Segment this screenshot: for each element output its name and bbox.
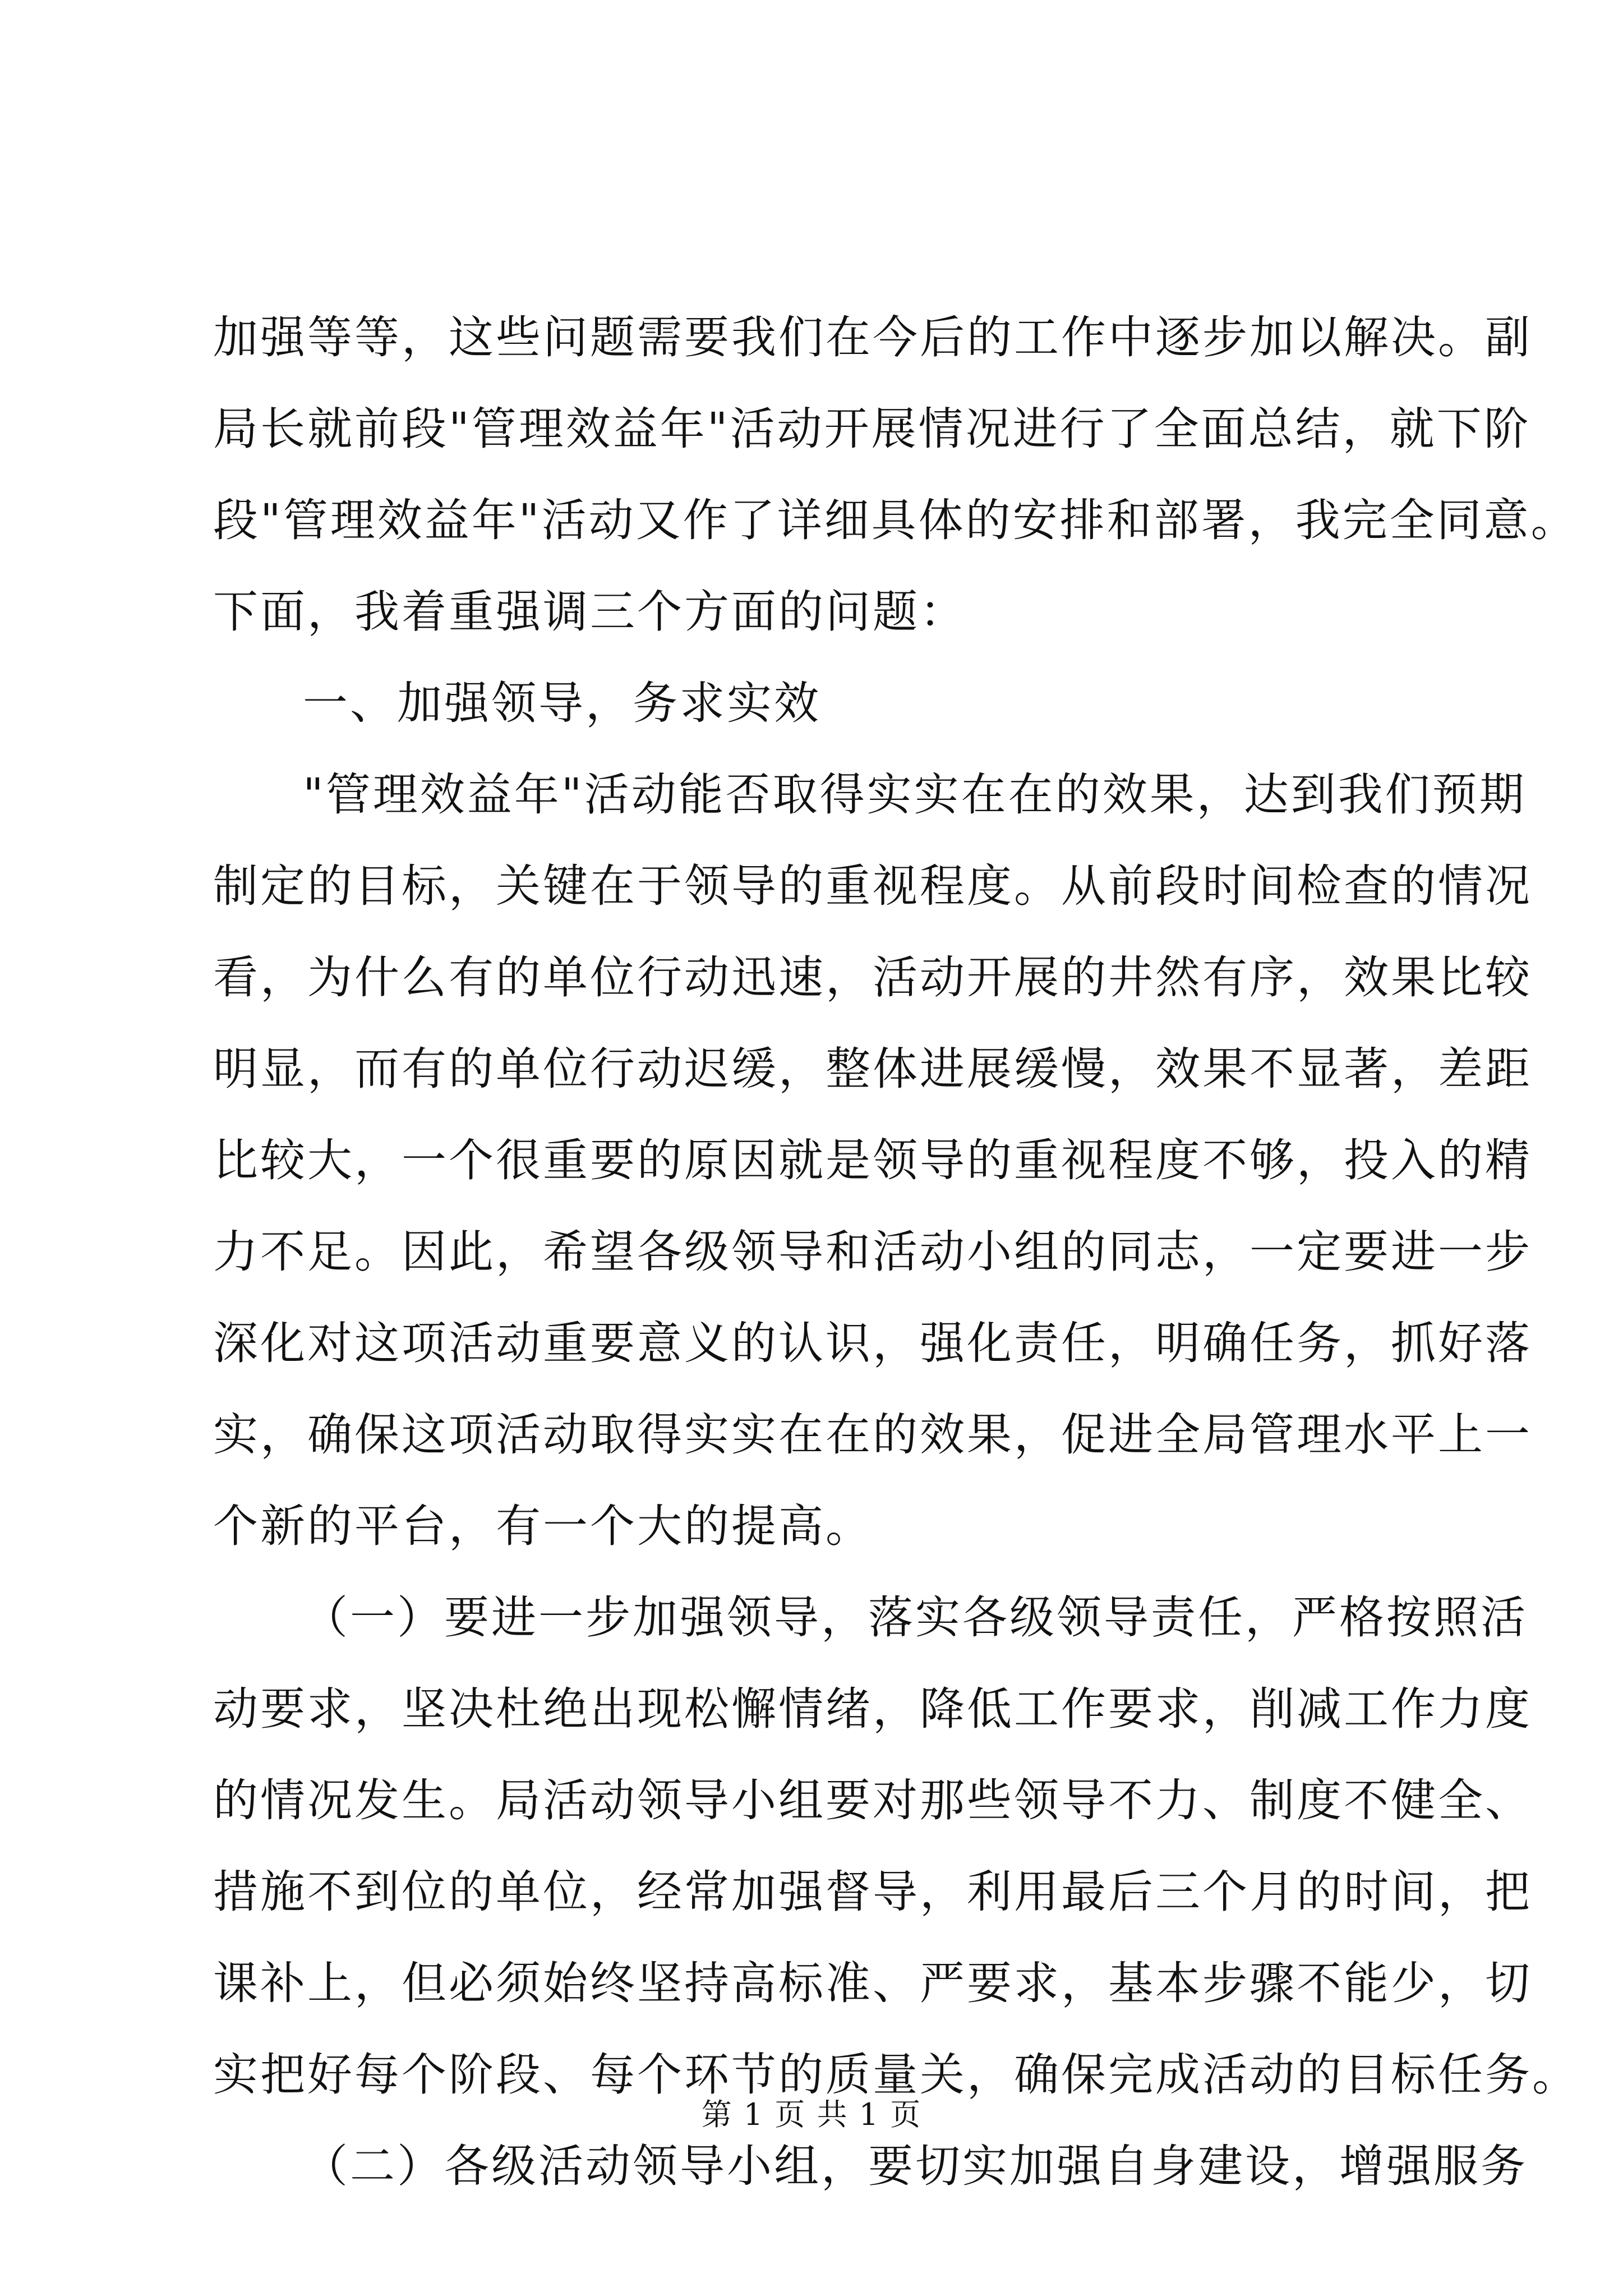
text-line: 制定的目标，关键在于领导的重视程度。从前段时间检查的情况	[213, 860, 1532, 912]
text-line: 局长就前段"管理效益年"活动开展情况进行了全面总结，就下阶	[213, 403, 1531, 455]
text-line: 实把好每个阶段、每个环节的质量关，确保完成活动的目标任务。	[213, 2049, 1579, 2101]
page-number: 第 1 页 共 1 页	[701, 2097, 922, 2132]
text-line: 动要求，坚决杜绝出现松懈情绪，降低工作要求，削减工作力度	[213, 1683, 1532, 1735]
page-footer	[0, 2095, 1623, 2134]
text-line: 深化对这项活动重要意义的认识，强化责任，明确任务，抓好落	[213, 1317, 1532, 1369]
text-line: 的情况发生。局活动领导小组要对那些领导不力、制度不健全、	[213, 1774, 1532, 1826]
text-line: 力不足。因此，希望各级领导和活动小组的同志，一定要进一步	[213, 1226, 1532, 1278]
text-line: 看，为什么有的单位行动迅速，活动开展的井然有序，效果比较	[213, 951, 1532, 1004]
text-line: 比较大，一个很重要的原因就是领导的重视程度不够，投入的精	[213, 1134, 1532, 1186]
text-line: 措施不到位的单位，经常加强督导，利用最后三个月的时间，把	[213, 1866, 1532, 1918]
text-line: 下面，我着重强调三个方面的问题：	[213, 586, 967, 638]
text-line: "管理效益年"活动能否取得实实在在的效果，达到我们预期	[303, 769, 1527, 821]
text-line: 课补上，但必须始终坚持高标准、严要求，基本步骤不能少，切	[213, 1957, 1532, 2009]
text-line: 加强等等，这些问题需要我们在今后的工作中逐步加以解决。副	[213, 311, 1532, 364]
section-heading: 一、加强领导，务求实效	[303, 677, 821, 729]
text-line: 明显，而有的单位行动迟缓，整体进展缓慢，效果不显著，差距	[213, 1043, 1532, 1095]
subsection-line: （一）要进一步加强领导，落实各级领导责任，严格按照活	[303, 1591, 1528, 1644]
subsection-line: （二）各级活动领导小组，要切实加强自身建设，增强服务	[303, 2140, 1528, 2192]
text-line: 个新的平台，有一个大的提高。	[213, 1500, 873, 1552]
text-line: 实，确保这项活动取得实实在在的效果，促进全局管理水平上一	[213, 1409, 1532, 1461]
document-body	[213, 292, 1579, 2212]
text-line: 段"管理效益年"活动又作了详细具体的安排和部署，我完全同意。	[213, 494, 1578, 546]
